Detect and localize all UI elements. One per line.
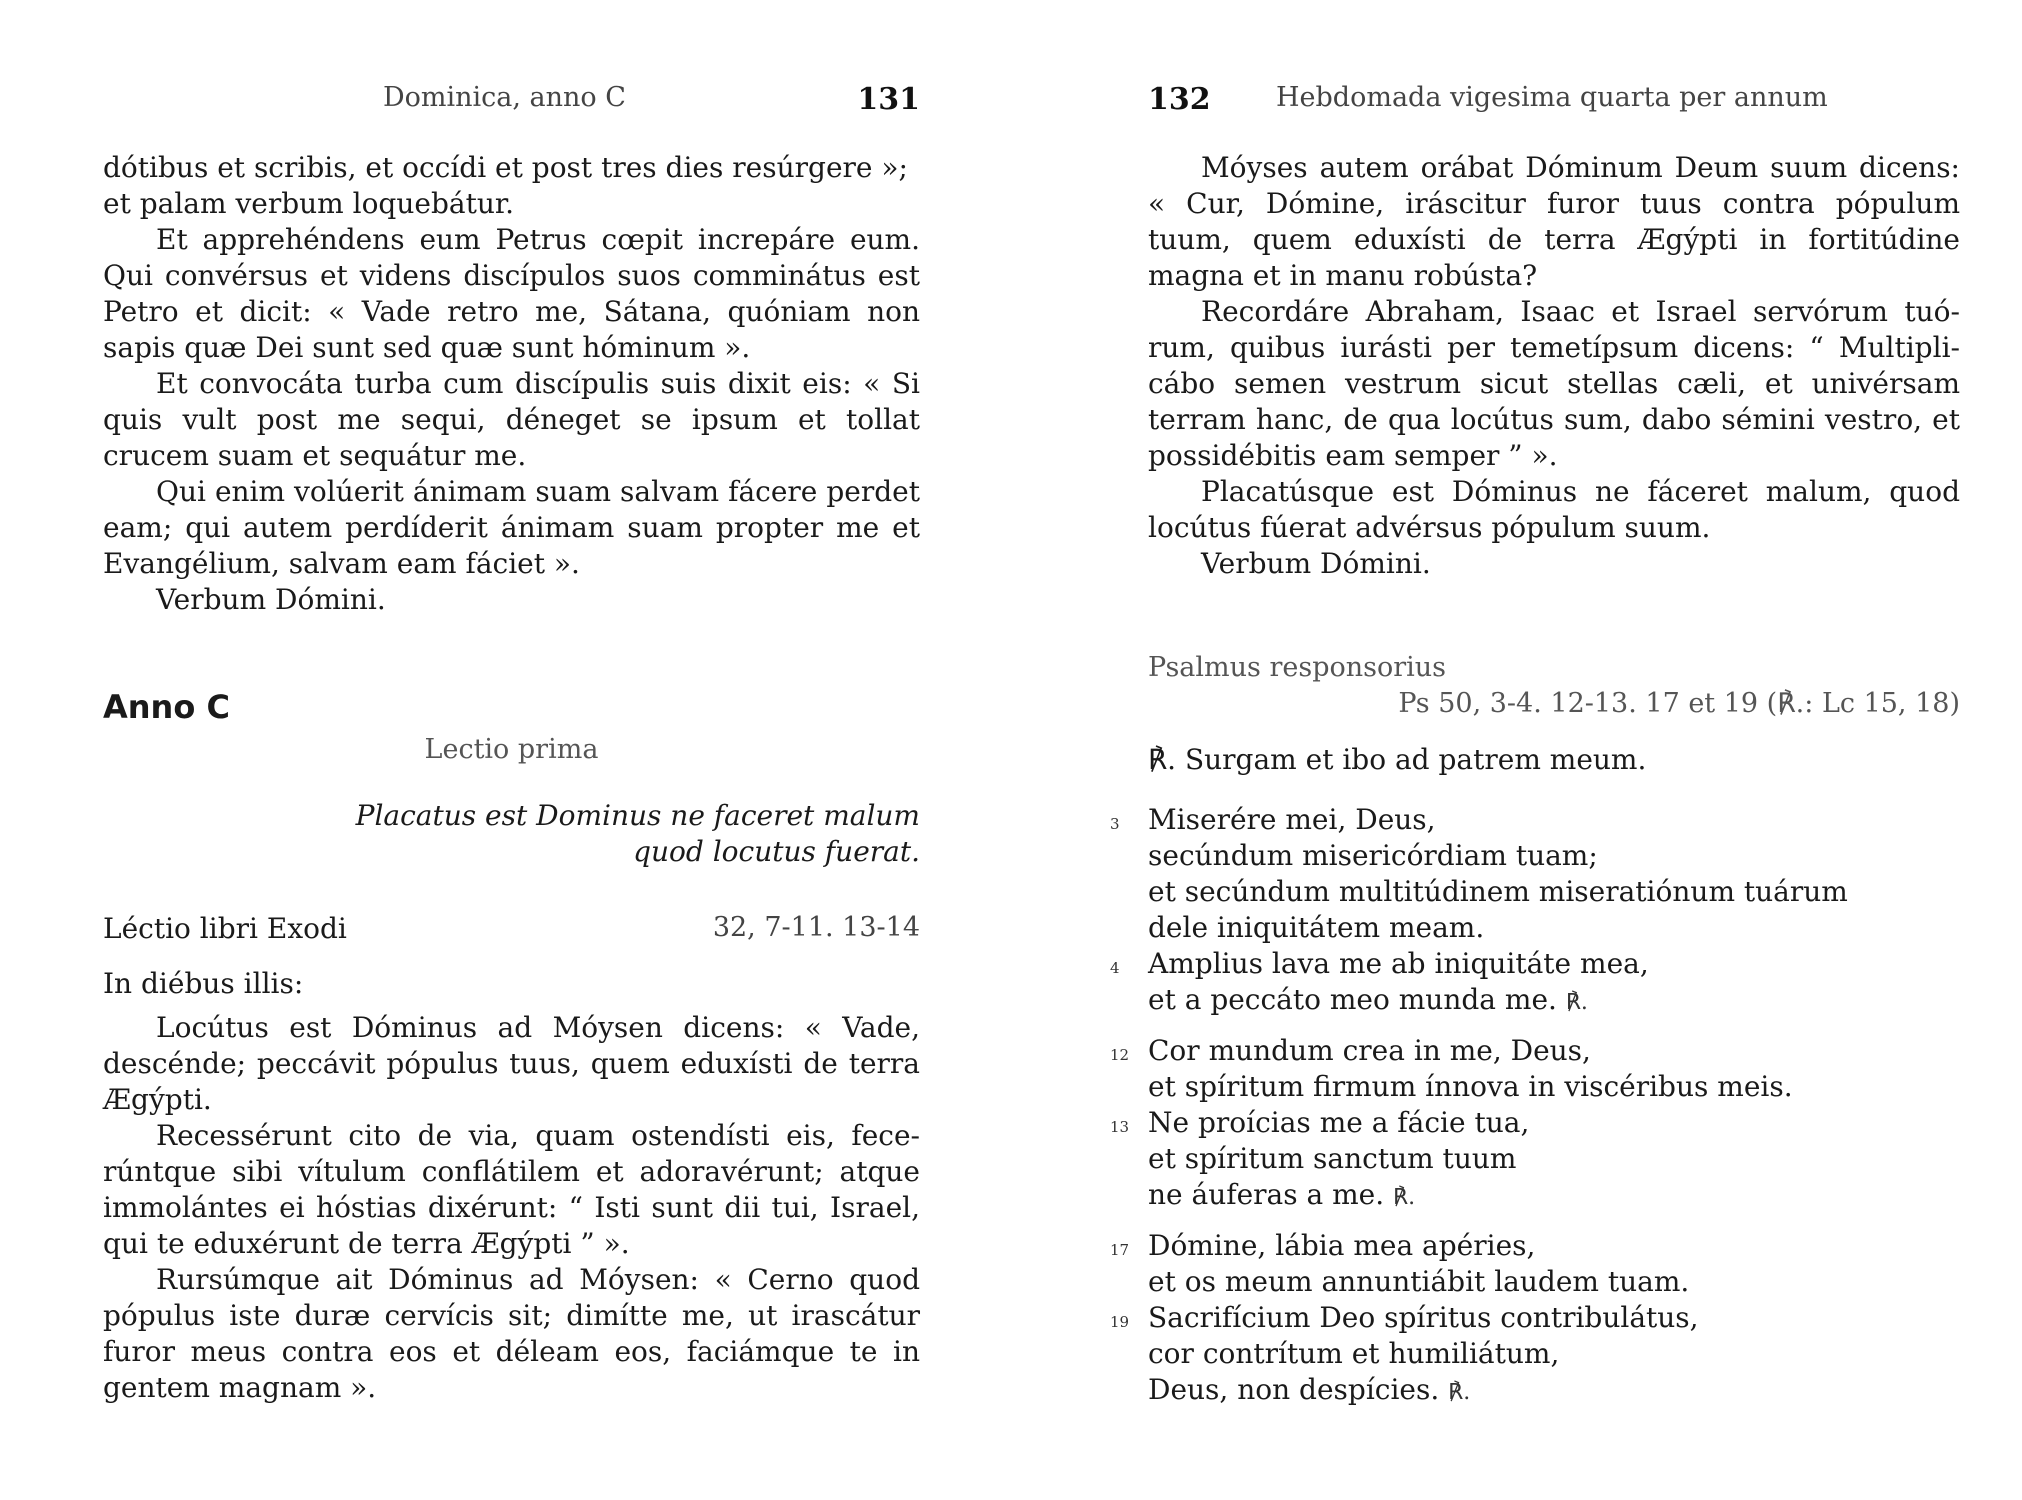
reading-summary [103, 798, 920, 870]
psalm-verse [1110, 1105, 1960, 1216]
paragraph: Et convocáta turba cum discípulis suis dixit eis: « Si quis vult post me sequi, déneget se ipsum et tollat crucem suam et sequátur me. [103, 367, 920, 472]
psalm-line: et secúndum multitúdinem miseratiónum tuárum [1148, 875, 1848, 908]
running-head [103, 82, 920, 122]
psalm-line: et spíritum firmum ínnova in viscéribus meis. [1148, 1070, 1793, 1103]
psalm-line-text: ne áuferas a me. [1148, 1178, 1385, 1211]
psalm-line: secúndum misericórdiam tuam; [1148, 839, 1598, 872]
right-body [1148, 150, 1960, 582]
summary-line: quod locutus fuerat. [633, 835, 920, 868]
summary-line: Placatus est Dominus ne faceret malum [355, 799, 920, 832]
verse-number: 3 [1110, 815, 1120, 833]
psalm-verse [1110, 946, 1960, 1021]
psalm-line: Dómine, lábia mea apéries, [1148, 1229, 1536, 1262]
paragraph-line: et palam verbum loquebátur. [103, 187, 515, 220]
verse-number: 19 [1110, 1313, 1130, 1331]
paragraph: Móyses autem orábat Dóminum Deum suum dicens: « Cur, Dómine, iráscitur furor tuus contra pópulum tuum, quem eduxísti de terra Ægýpti in fortitúdine magna et in manu robústa? [1148, 151, 1960, 292]
psalm-line: dele iniquitátem meam. [1148, 911, 1485, 944]
psalm-line: et os meum annuntiábit laudem tuam. [1148, 1265, 1690, 1298]
psalm-line [1148, 982, 1960, 1021]
psalm-response: ℟. Surgam et ibo ad patrem meum. [1148, 743, 1647, 776]
psalm-stanza [1110, 1228, 1960, 1411]
psalm-stanza [1110, 802, 1960, 1021]
right-page [1110, 0, 1960, 1500]
psalm-line-text: Deus, non despícies. [1148, 1373, 1440, 1406]
paragraph: Recessérunt cito de via, quam ostendísti eis, fecerúntque sibi vítulum conflátilem et adoravérunt; atque immolántes ei hóstias dixérunt: “ Isti sunt dii tui, Israel, qui te eduxérunt de terra Ægýpti ” ». [103, 1119, 920, 1260]
psalm-verse [1110, 1228, 1960, 1300]
paragraph: Recordáre Abraham, Isaac et Israel servórum tuórum, quibus iurásti per temetípsum dicens: “ Multiplicábo semen vestrum sicut stellas cæli, et univérsam terram hanc, de qua locútus sum, dabo sémini vestro, et possidébitis eam semper ” ». [1148, 295, 1960, 472]
response-mark: ℟. [1565, 990, 1588, 1015]
reading-heading [103, 912, 920, 948]
verse-number: 17 [1110, 1241, 1130, 1259]
psalm-line: Sacrifícium Deo spíritus contribulátus, [1148, 1301, 1699, 1334]
verse-number: 12 [1110, 1046, 1130, 1064]
verse-number: 4 [1110, 959, 1120, 977]
paragraph: Locútus est Dóminus ad Móysen dicens: « Vade, descénde; peccávit pópulus tuus, quem eduxísti de terra Ægýpti. [103, 1011, 920, 1116]
psalm-line: Ne proícias me a fácie tua, [1148, 1106, 1530, 1139]
reading-reference: 32, 7-11. 13-14 [712, 912, 920, 943]
running-head [1148, 82, 1960, 122]
paragraph: Qui enim volúerit ánimam suam salvam fácere perdet eam; qui autem perdíderit ánimam suam propter me et Evangélium, salvam eam fáciet ». [103, 475, 920, 580]
psalmus-reference: Ps 50, 3-4. 12-13. 17 et 19 (℟.: Lc 15, 18) [1398, 688, 1960, 719]
reading-book: Léctio libri Exodi [103, 912, 347, 945]
psalm-line: cor contrítum et humiliátum, [1148, 1337, 1560, 1370]
paragraph-line: dótibus et scribis, et occídi et post tres dies resúrgere »; [103, 151, 908, 184]
verse-number: 13 [1110, 1118, 1130, 1136]
lectio-title: Lectio prima [424, 734, 599, 765]
verbum-domini: Verbum Dómini. [1201, 547, 1431, 580]
psalm-stanza [1110, 1033, 1960, 1216]
running-title: Hebdomada vigesima quarta per annum [1276, 82, 1828, 113]
psalm-stanzas [1110, 802, 1960, 1411]
psalm-line: Cor mundum crea in me, Deus, [1148, 1034, 1591, 1067]
in-diebus: In diébus illis: [103, 967, 304, 1000]
psalmus-title: Psalmus responsorius [1148, 652, 1447, 683]
paragraph: Placatúsque est Dóminus ne fáceret malum, quod locútus fúerat advérsus pópulum suum. [1148, 475, 1960, 544]
page-number: 132 [1148, 82, 1211, 117]
left-page [103, 0, 920, 1500]
response-mark: ℟. [1448, 1380, 1471, 1405]
psalm-line: Miserére mei, Deus, [1148, 803, 1436, 836]
anno-heading: Anno C [103, 688, 230, 726]
reading-body [103, 966, 920, 1406]
psalm-line: Amplius lava me ab iniquitáte mea, [1148, 947, 1649, 980]
left-body [103, 150, 920, 618]
psalm-line [1148, 1177, 1960, 1216]
psalm-verse [1110, 1300, 1960, 1411]
paragraph: Et apprehéndens eum Petrus cœpit increpáre eum. Qui convérsus et videns discípulos suos comminátus est Petro et dicit: « Vade retro me, Sátana, quóniam non sapis quæ Dei sunt sed quæ sunt hóminum ». [103, 223, 920, 364]
paragraph: Rursúmque ait Dóminus ad Móysen: « Cerno quod pópulus iste duræ cervícis sit; dimítte me, ut irascátur furor meus contra eos et déleam eos, faciámque te in gentem magnam ». [103, 1263, 920, 1404]
psalm-line: et spíritum sanctum tuum [1148, 1142, 1517, 1175]
psalm-line-text: et a peccáto meo munda me. [1148, 983, 1557, 1016]
response-mark: ℟. [1393, 1185, 1416, 1210]
psalm-verse [1110, 802, 1960, 946]
psalm-verse [1110, 1033, 1960, 1105]
running-title: Dominica, anno C [383, 82, 626, 113]
verbum-domini: Verbum Dómini. [156, 583, 386, 616]
psalm-line [1148, 1372, 1960, 1411]
page-number: 131 [857, 82, 920, 117]
